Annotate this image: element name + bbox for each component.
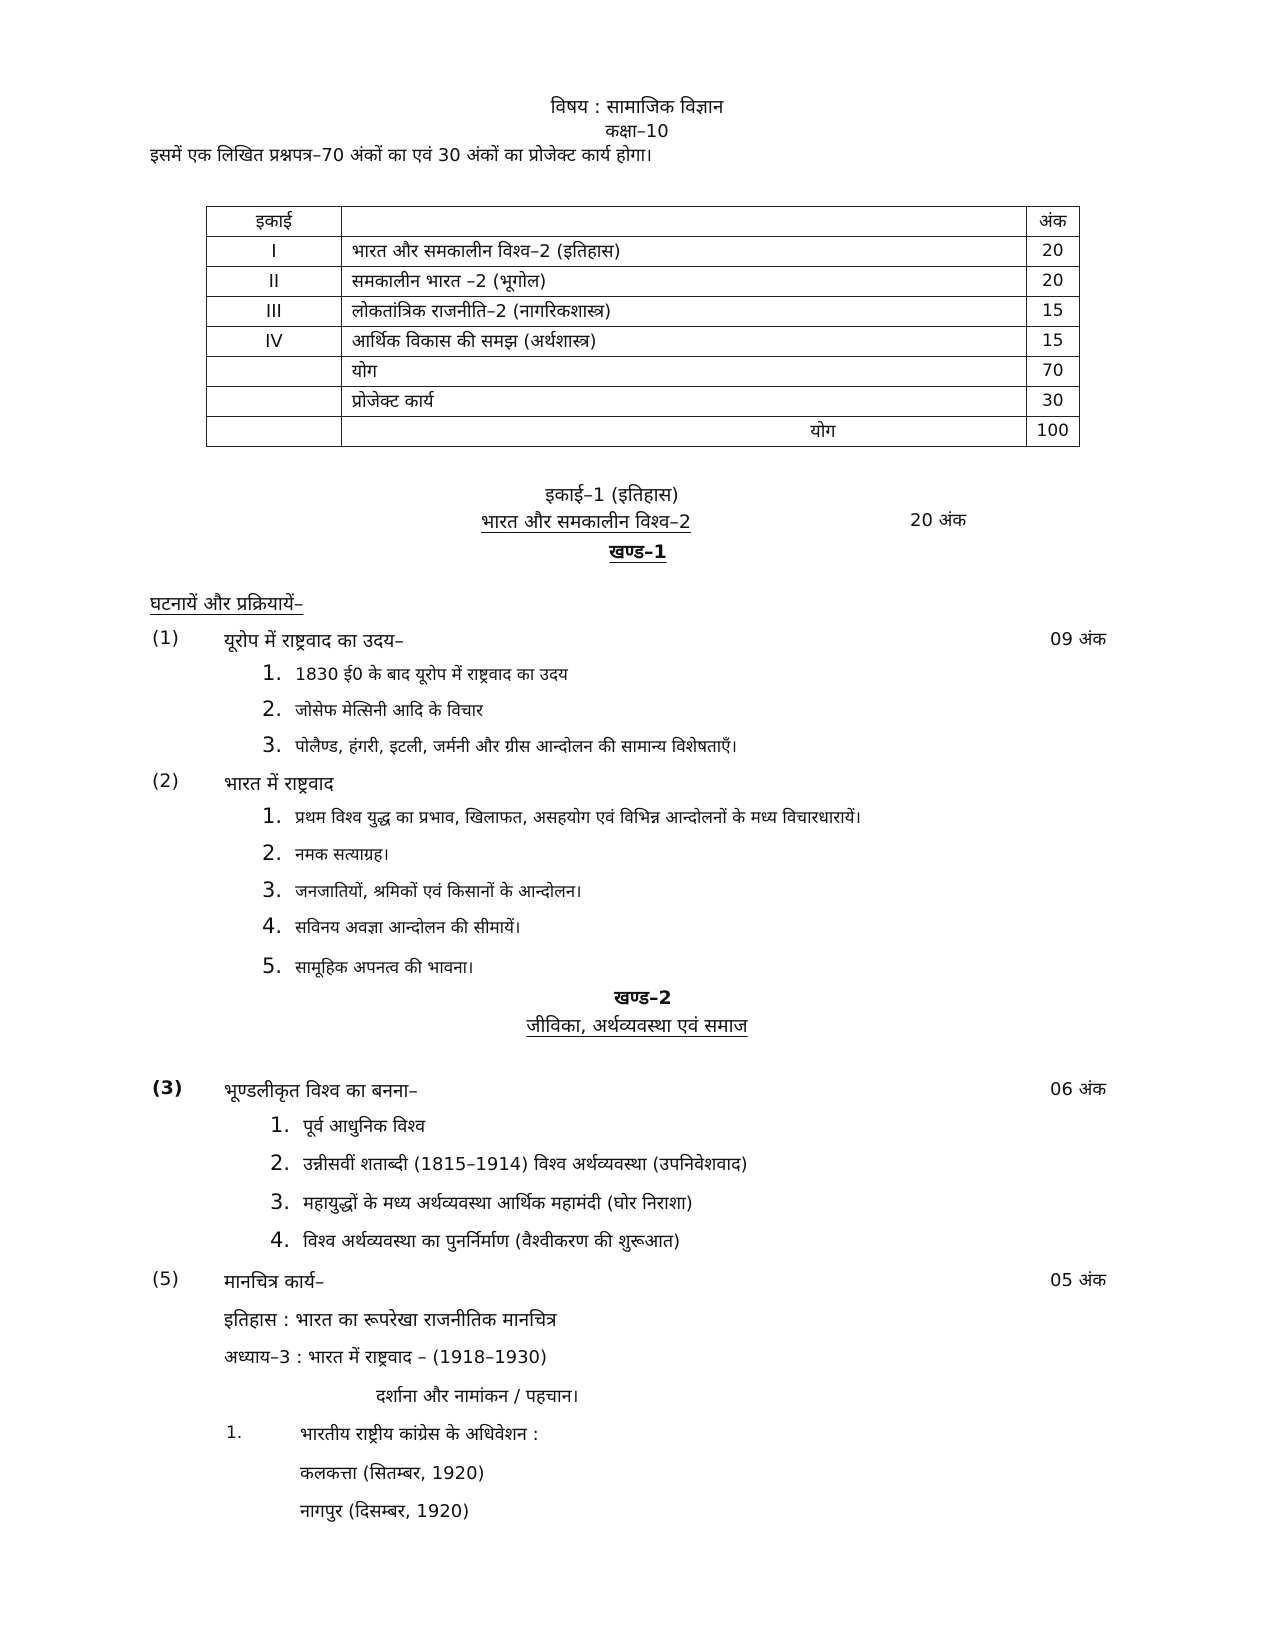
item-number: 1.: [262, 804, 283, 828]
item-number: 2.: [262, 697, 283, 721]
topic1-title: यूरोप में राष्ट्रवाद का उदय–: [224, 630, 404, 652]
table-row: [207, 327, 1080, 357]
item-text: पूर्व आधुनिक विश्व: [303, 1116, 426, 1137]
table-row: [207, 357, 1080, 387]
topic3-title: भूण्डलीकृत विश्व का बनना–: [224, 1080, 418, 1102]
row-marks: 70: [1026, 357, 1079, 387]
topic5-marks: 05 अंक: [1050, 1270, 1107, 1291]
item-text: सामूहिक अपनत्व की भावना।: [295, 958, 474, 978]
item-text: जनजातियों, श्रमिकों एवं किसानों के आन्दोलन।: [295, 882, 582, 902]
table-row: [207, 387, 1080, 417]
row-marks: 20: [1026, 267, 1079, 297]
list-item: [262, 804, 861, 828]
list-item: [270, 1228, 680, 1253]
topic5-number: (5): [152, 1268, 179, 1290]
unit1-marks: 20 अंक: [910, 510, 967, 531]
item-number: 3.: [270, 1190, 291, 1214]
class-title: कक्षा–10: [605, 121, 669, 142]
list-item: [270, 1151, 748, 1176]
total-label: योग: [341, 417, 1026, 447]
row-unit: [207, 357, 342, 387]
item-text: पोलैण्ड, हंगरी, इटली, जर्मनी और ग्रीस आन्दोलन की सामान्य विशेषताएँ।: [295, 737, 737, 757]
total-marks: 100: [1026, 417, 1079, 447]
row-unit: II: [207, 267, 342, 297]
item-number: 4.: [270, 1228, 291, 1252]
intro-text: इसमें एक लिखित प्रश्नपत्र–70 अंकों का एवं 30 अंकों का प्रोजेक्ट कार्य होगा।: [150, 145, 652, 166]
table-header-unit: इकाई: [207, 207, 342, 237]
subject-title: विषय : सामाजिक विज्ञान: [550, 96, 724, 118]
table-header-marks: अंक: [1026, 207, 1079, 237]
row-unit: I: [207, 237, 342, 267]
map-item-number: 1.: [226, 1423, 243, 1443]
unit1-heading: इकाई–1 (इतिहास): [545, 484, 679, 506]
item-text: प्रथम विश्व युद्ध का प्रभाव, खिलाफत, असहयोग एवं विभिन्न आन्दोलनों के मध्य विचारधारायें।: [295, 808, 861, 828]
table-total-row: [207, 417, 1080, 447]
topic1-number: (1): [152, 627, 179, 649]
list-item: [262, 697, 483, 721]
item-number: 2.: [262, 841, 283, 865]
row-title: समकालीन भारत –2 (भूगोल): [341, 267, 1026, 297]
table-header-row: [207, 207, 1080, 237]
item-number: 5.: [262, 954, 283, 978]
item-number: 1.: [262, 661, 283, 685]
unit1-book: भारत और समकालीन विश्व–2: [481, 511, 691, 533]
list-item: [262, 841, 389, 865]
item-text: उन्नीसवीं शताब्दी (1815–1914) विश्व अर्थव्यवस्था (उपनिवेशवाद): [303, 1154, 748, 1175]
list-item: [262, 878, 582, 902]
row-marks: 15: [1026, 297, 1079, 327]
session-item: कलकत्ता (सितम्बर, 1920): [300, 1463, 485, 1484]
topic3-marks: 06 अंक: [1050, 1079, 1107, 1100]
marks-table: [206, 206, 1080, 447]
item-text: विश्व अर्थव्यवस्था का पुनर्निर्माण (वैश्वीकरण की शुरूआत): [303, 1231, 681, 1252]
item-number: 3.: [262, 733, 283, 757]
topic2-number: (2): [152, 770, 179, 792]
item-number: 4.: [262, 914, 283, 938]
row-title: आर्थिक विकास की समझ (अर्थशास्त्र): [341, 327, 1026, 357]
list-item: [270, 1113, 425, 1138]
topic5-title: मानचित्र कार्य–: [224, 1271, 325, 1293]
show-line: दर्शाना और नामांकन / पहचान।: [376, 1386, 579, 1407]
table-row: [207, 297, 1080, 327]
item-text: सविनय अवज्ञा आन्दोलन की सीमायें।: [295, 918, 521, 938]
row-marks: 15: [1026, 327, 1079, 357]
list-item: [262, 954, 473, 978]
row-unit: [207, 387, 342, 417]
row-title: योग: [341, 357, 1026, 387]
list-item: [270, 1190, 693, 1215]
table-row: [207, 237, 1080, 267]
topic2-title: भारत में राष्ट्रवाद: [224, 773, 334, 795]
item-number: 2.: [270, 1151, 291, 1175]
chapter-line: अध्याय–3 : भारत में राष्ट्रवाद – (1918–1930): [224, 1347, 548, 1368]
list-item: [262, 733, 737, 757]
section1-heading: खण्ड–1: [609, 541, 667, 563]
topic1-marks: 09 अंक: [1050, 629, 1107, 650]
list-item: [262, 661, 568, 685]
history-map-line: इतिहास : भारत का रूपरेखा राजनीतिक मानचित्र: [224, 1309, 557, 1331]
row-marks: 30: [1026, 387, 1079, 417]
map-item-title: भारतीय राष्ट्रीय कांग्रेस के अधिवेशन :: [300, 1424, 539, 1445]
events-heading: घटनायें और प्रक्रियायें–: [150, 593, 304, 615]
row-marks: 20: [1026, 237, 1079, 267]
item-text: महायुद्धों के मध्य अर्थव्यवस्था आर्थिक महामंदी (घोर निराशा): [303, 1193, 693, 1214]
topic3-number: (3): [152, 1077, 183, 1099]
section2-heading: खण्ड–2: [614, 987, 672, 1009]
list-item: [262, 914, 520, 938]
item-text: नमक सत्याग्रह।: [295, 845, 389, 865]
section2-title: जीविका, अर्थव्यवस्था एवं समाज: [526, 1015, 748, 1037]
item-number: 1.: [270, 1113, 291, 1137]
row-title: लोकतांत्रिक राजनीति–2 (नागरिकशास्त्र): [341, 297, 1026, 327]
item-text: जोसेफ मेत्सिनी आदि के विचार: [295, 701, 483, 721]
table-header-title: [341, 207, 1026, 237]
item-text: 1830 ई0 के बाद यूरोप में राष्ट्रवाद का उदय: [295, 665, 568, 685]
session-item: नागपुर (दिसम्बर, 1920): [300, 1501, 470, 1522]
row-title: प्रोजेक्ट कार्य: [341, 387, 1026, 417]
item-number: 3.: [262, 878, 283, 902]
table-row: [207, 267, 1080, 297]
row-title: भारत और समकालीन विश्व–2 (इतिहास): [341, 237, 1026, 267]
row-unit: IV: [207, 327, 342, 357]
row-unit: III: [207, 297, 342, 327]
